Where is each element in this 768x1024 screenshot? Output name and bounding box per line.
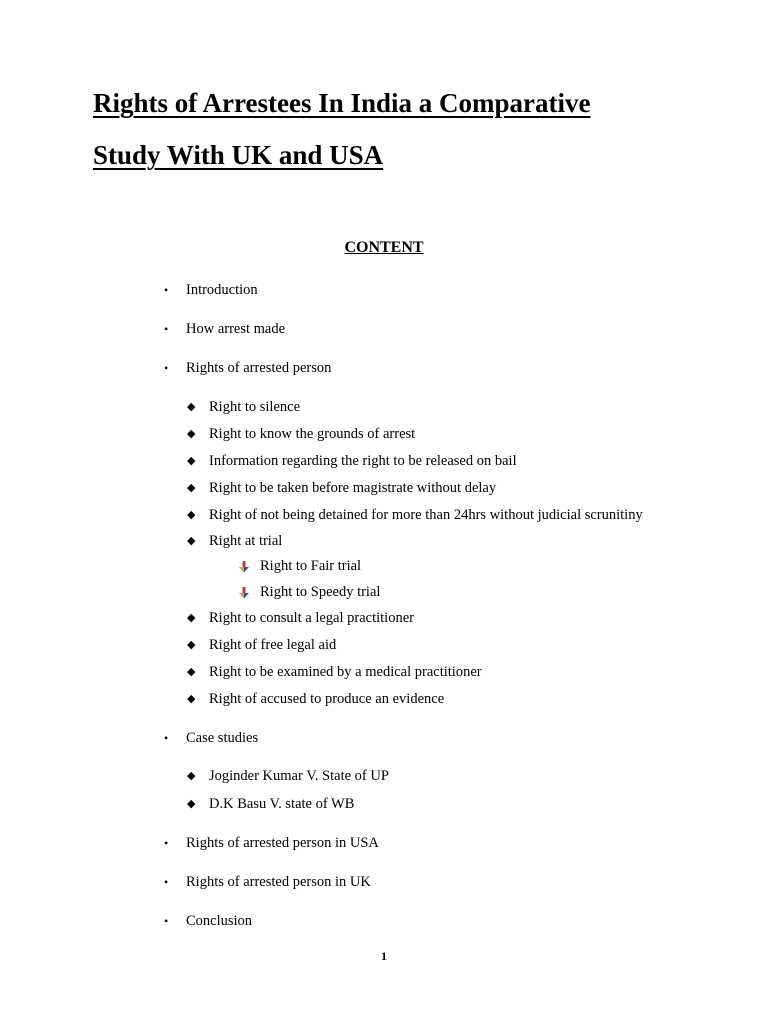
bullet-icon: • bbox=[164, 283, 169, 297]
bullet-icon: • bbox=[164, 731, 169, 745]
toc-item-case-studies bbox=[164, 730, 259, 746]
toc-item-rights-uk bbox=[164, 874, 371, 890]
toc-item-label: Right to be examined by a medical practitioner bbox=[209, 664, 482, 680]
document-title-line-2: Study With UK and USA bbox=[93, 140, 384, 170]
toc-item-conclusion bbox=[164, 913, 253, 929]
toc-item-how-arrest-made bbox=[164, 321, 286, 337]
toc-item-label: Joginder Kumar V. State of UP bbox=[209, 768, 389, 784]
diamond-bullet-icon: ◆ bbox=[187, 693, 196, 705]
toc-item-label: Right at trial bbox=[209, 533, 283, 549]
toc-subitem-produce-evidence bbox=[187, 691, 445, 707]
toc-item-label: Rights of arrested person bbox=[186, 360, 332, 376]
toc-subitem-medical-exam bbox=[187, 664, 482, 680]
toc-item-rights-usa bbox=[164, 835, 379, 851]
arrow-down-icon bbox=[238, 561, 250, 573]
content-heading: CONTENT bbox=[344, 239, 424, 256]
toc-item-label: Rights of arrested person in UK bbox=[186, 874, 371, 890]
toc-item-label: How arrest made bbox=[186, 321, 286, 337]
toc-subitem-consult-legal bbox=[187, 610, 414, 626]
toc-subitem-before-magistrate bbox=[187, 480, 497, 496]
toc-item-label: D.K Basu V. state of WB bbox=[209, 796, 355, 812]
toc-item-label: Right to consult a legal practitioner bbox=[209, 610, 414, 626]
toc-item-introduction bbox=[164, 282, 258, 298]
toc-subitem-joginder bbox=[187, 768, 389, 784]
toc-subsubitem-speedy-trial bbox=[260, 585, 380, 600]
toc-subitem-free-legal-aid bbox=[187, 637, 337, 653]
toc-subitem-not-detained-24hrs bbox=[187, 507, 643, 523]
arrow-down-icon bbox=[238, 587, 250, 599]
toc-item-label: Introduction bbox=[186, 282, 258, 298]
diamond-bullet-icon: ◆ bbox=[187, 482, 196, 494]
document-title-line-1: Rights of Arrestees In India a Comparative bbox=[93, 88, 591, 118]
diamond-bullet-icon: ◆ bbox=[187, 509, 196, 521]
bullet-icon: • bbox=[164, 836, 169, 850]
diamond-bullet-icon: ◆ bbox=[187, 666, 196, 678]
diamond-bullet-icon: ◆ bbox=[187, 455, 196, 467]
bullet-icon: • bbox=[164, 875, 169, 889]
diamond-bullet-icon: ◆ bbox=[187, 535, 196, 547]
toc-item-rights-of-arrested-person bbox=[164, 360, 332, 376]
toc-subitem-right-to-know-grounds bbox=[187, 426, 416, 442]
toc-item-label: Right of not being detained for more than 24hrs without judicial scrunitiny bbox=[209, 507, 643, 523]
diamond-bullet-icon: ◆ bbox=[187, 428, 196, 440]
toc-item-label: Right of free legal aid bbox=[209, 637, 337, 653]
toc-subitem-right-to-silence bbox=[187, 399, 301, 415]
toc-item-label: Rights of arrested person in USA bbox=[186, 835, 379, 851]
toc-subsubitem-fair-trial bbox=[260, 559, 361, 574]
diamond-bullet-icon: ◆ bbox=[187, 639, 196, 651]
toc-item-label: Information regarding the right to be released on bail bbox=[209, 453, 517, 469]
diamond-bullet-icon: ◆ bbox=[187, 770, 196, 782]
toc-item-label: Right to silence bbox=[209, 399, 301, 415]
toc-item-label: Right to Fair trial bbox=[260, 558, 362, 574]
toc-item-label: Right to be taken before magistrate without delay bbox=[209, 480, 497, 496]
toc-item-label: Right to Speedy trial bbox=[260, 584, 381, 600]
toc-item-label: Conclusion bbox=[186, 913, 253, 929]
page-number: 1 bbox=[381, 949, 387, 963]
toc-subitem-dk-basu bbox=[187, 796, 355, 812]
toc-subitem-information-bail bbox=[187, 453, 517, 469]
toc-item-label: Case studies bbox=[186, 730, 259, 746]
toc-item-label: Right to know the grounds of arrest bbox=[209, 426, 416, 442]
bullet-icon: • bbox=[164, 914, 169, 928]
diamond-bullet-icon: ◆ bbox=[187, 612, 196, 624]
bullet-icon: • bbox=[164, 322, 169, 336]
diamond-bullet-icon: ◆ bbox=[187, 798, 196, 810]
diamond-bullet-icon: ◆ bbox=[187, 401, 196, 413]
toc-subitem-right-at-trial bbox=[187, 533, 283, 549]
toc-item-label: Right of accused to produce an evidence bbox=[209, 691, 445, 707]
bullet-icon: • bbox=[164, 361, 169, 375]
